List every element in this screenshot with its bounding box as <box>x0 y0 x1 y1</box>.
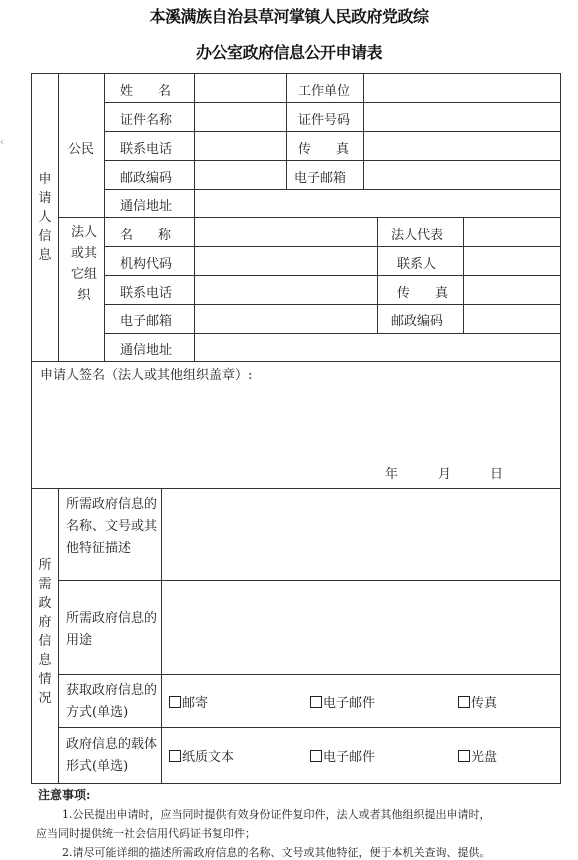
org-legal-rep-field[interactable] <box>464 218 560 245</box>
grid-line <box>58 488 59 784</box>
notes-item1a: 1.公民提出申请时，应当同时提供有效身份证件复印件，法人或者其他组织提出申请时， <box>62 808 491 821</box>
citizen-phone-field[interactable] <box>195 132 285 159</box>
citizen-email-field[interactable] <box>364 161 560 188</box>
method-option-email[interactable] <box>310 692 375 711</box>
citizen-postcode-field[interactable] <box>195 161 285 188</box>
info-desc-field[interactable] <box>162 489 560 579</box>
format-option-disc[interactable] <box>458 746 497 765</box>
org-fax-field[interactable] <box>464 276 560 303</box>
org-email-label: 电子邮箱 <box>120 314 173 329</box>
citizen-id-type-label: 证件名称 <box>120 113 173 128</box>
info-format-label: 政府信息的载体形式(单选) <box>66 737 158 774</box>
format-option-email[interactable] <box>310 746 375 765</box>
grid-line <box>58 727 561 728</box>
notes-item1b: 应当同时提供统一社会信用代码证书复印件； <box>36 827 256 840</box>
form-title-line2: 办公室政府信息公开申请表 <box>195 43 382 62</box>
checkbox-icon[interactable] <box>458 750 470 762</box>
margin-mark: ‹ <box>0 137 4 148</box>
applicant-section-label: 申请人信息 <box>38 172 52 263</box>
citizen-address-label: 通信地址 <box>120 199 173 214</box>
info-use-field[interactable] <box>162 581 560 673</box>
org-code-field[interactable] <box>195 247 376 274</box>
method-option-mail[interactable] <box>169 692 208 711</box>
option-label: 邮寄 <box>182 696 209 711</box>
table-border-right <box>560 73 561 784</box>
info-use-label: 所需政府信息的用途 <box>66 611 158 648</box>
signature-month: 月 <box>438 467 452 482</box>
citizen-id-type-field[interactable] <box>195 103 285 130</box>
signature-label: 申请人签名（法人或其他组织盖章）: <box>40 368 253 383</box>
checkbox-icon[interactable] <box>310 696 322 708</box>
citizen-work-unit-label: 工作单位 <box>298 84 351 99</box>
org-address-label: 通信地址 <box>120 343 173 358</box>
info-section-label: 所需政府信息情况 <box>38 558 52 706</box>
citizen-postcode-label: 邮政编码 <box>120 171 173 186</box>
org-postcode-label: 邮政编码 <box>391 314 444 329</box>
option-label: 光盘 <box>471 750 498 765</box>
org-postcode-field[interactable] <box>464 305 560 332</box>
org-address-field[interactable] <box>195 334 560 360</box>
table-border-bottom <box>31 783 561 784</box>
org-phone-label: 联系电话 <box>120 286 173 301</box>
signature-year: 年 <box>385 467 399 482</box>
checkbox-icon[interactable] <box>458 696 470 708</box>
form-title-line1: 本溪满族自治县草河掌镇人民政府党政综 <box>149 7 429 26</box>
citizen-address-field[interactable] <box>195 190 560 216</box>
notes-heading: 注意事项: <box>38 788 91 802</box>
org-phone-field[interactable] <box>195 276 376 303</box>
citizen-id-number-label: 证件号码 <box>298 113 351 128</box>
citizen-work-unit-field[interactable] <box>364 74 560 101</box>
signature-day: 日 <box>490 467 504 482</box>
method-option-fax[interactable] <box>458 692 497 711</box>
grid-line <box>31 361 561 362</box>
checkbox-icon[interactable] <box>169 696 181 708</box>
citizen-phone-label: 联系电话 <box>120 142 173 157</box>
org-code-label: 机构代码 <box>120 257 173 272</box>
org-contact-label: 联系人 <box>397 257 437 272</box>
checkbox-icon[interactable] <box>169 750 181 762</box>
notes-item2: 2.请尽可能详细的描述所需政府信息的名称、文号或其他特征，便于本机关查询、提供。 <box>62 846 491 859</box>
org-fax-label: 传 真 <box>397 286 455 301</box>
option-label: 电子邮件 <box>323 750 376 765</box>
org-legal-rep-label: 法人代表 <box>391 228 444 243</box>
info-method-label: 获取政府信息的方式(单选) <box>66 683 158 720</box>
org-name-label: 名 称 <box>120 228 178 243</box>
grid-line <box>58 674 561 675</box>
org-email-field[interactable] <box>195 305 376 332</box>
org-contact-field[interactable] <box>464 247 560 274</box>
citizen-name-label: 姓 名 <box>120 84 178 99</box>
org-label: 法人或其它组织 <box>70 225 97 303</box>
citizen-id-number-field[interactable] <box>364 103 560 130</box>
citizen-fax-label: 传 真 <box>298 142 356 157</box>
org-name-field[interactable] <box>195 218 376 245</box>
citizen-email-label: 电子邮箱 <box>294 171 347 186</box>
option-label: 电子邮件 <box>323 696 376 711</box>
format-option-paper[interactable] <box>169 746 234 765</box>
citizen-name-field[interactable] <box>195 74 285 101</box>
option-label: 纸质文本 <box>182 750 235 765</box>
citizen-label: 公民 <box>68 142 95 157</box>
option-label: 传真 <box>471 696 498 711</box>
checkbox-icon[interactable] <box>310 750 322 762</box>
info-desc-label: 所需政府信息的名称、文号或其他特征描述 <box>66 497 158 556</box>
citizen-fax-field[interactable] <box>364 132 560 159</box>
signature-field[interactable] <box>32 385 560 461</box>
